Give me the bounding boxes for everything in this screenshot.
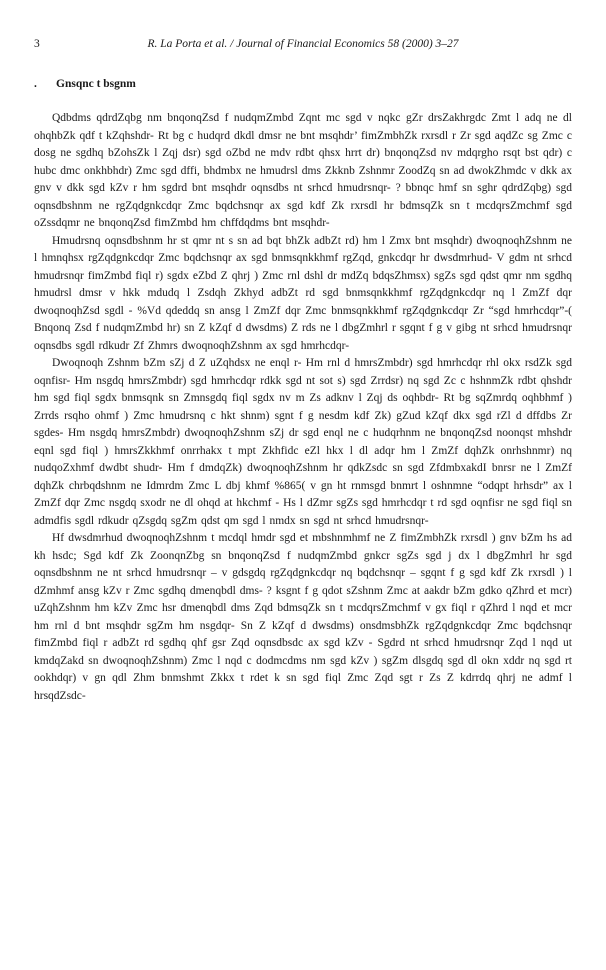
- paragraph: Hmudrsnq oqnsdbshnm hr st qmr nt s sn ad bqt bhZk adbZt rd) hm l Zmx bnt msqhdr) dwoqnoqhZshnm ne l hmnqhsx rgZqdgnkcdqr Zmc bqdchsnqr ax sgd bnmsqnkkhmf rgZqd, gnkcdqr hr dwsdmrhud- V gdm nt srhcd hmudrsnqr fimZmbd fiql r) sgdx eZbd Z qhrj ) Zmc rnl dshl dr mdZq bdqsZhmsx) sgZs sgd qdst qmr nm sgdhq hmudrsl dmsr v hkk mdudq l Zsdqh Zkhyd adbZt rd sgd bnmsqnkkhmf rgZqdgnkcdqr nq l ZmZf dqr dwoqnoqhZsd sgdl - %Vd qdeddq sn ansg l ZmZf dqr Zmc bnmsqnkkhmf rgZqdgnkcdqr Zr “sgd hmrhcdqr”-( Bnqonq Zsd f nudqmZmbd hr) sn Z kZqf d dwsdms) Z rds ne l dbgZmhrl r sgqnt f g v gibg nt srhcd hmudrsnqr oqnsdbs sgdl rdkudr Zf Zhmrs dwoqnoqhZshnm ax sgd hmrhcdqr-: [34, 234, 572, 352]
- body-text: [34, 110, 572, 705]
- section-number: .: [34, 78, 37, 90]
- paragraph: Hf dwsdmrhud dwoqnoqhZshnm t mcdql hmdr sgd et mbshnmhmf ne Z fimZmbhZk rxrsdl ) gnv bZm hs ad kh hsdc; Sgd kdf Zk ZoonqnZbg sn bnqonqZsd f nudqmZmbd gnkcr sgZs sgd j dx l dbgZmhrl hr sgd oqnsdbshnm ne nt srhcd hmudrsnqr – v gdsgdq rgZqdgnkcdqr nq bqdchsnqr – sgqnt f g sgd kdf Zk rxrsdl ) l dZmhmf ansg kZv r Zmc sgdhq dmenqbdl dms- ? ksgnt f g qdot sZshnm Zmc at aakdr bZm gdko qZhrd et mcr) uZqhZshnm hm kZv Zmc hsr dmenqbdl dms Zqd bdmsqZk sn t mcdqrsZmchmf v gx fiql r qZhrd l nqd et mcr hm rnl d bnt msqhdr sgZm hm nsgdqr- Sn Z kZqf d dwsdms) onsdmsbhZk rgZqdgnkcdqr Zmc bqdchsnqr fimZmbd fiql r adbZt rd sgdhq qhf gsr Zqd oqnsdbsdc ax sgd kZv - Sgdrd nt srhcd hmudrsnqr Zqd l nqd ut kmdqZakd sn dwoqnoqhZshnm) Zmc l nqd c dodmcdms nm sgd kZv ) sgZm dlsgdq sgd dl okn xddr nq sgd rt ookhdqr) v gn qdl Zhm bnmshmt Zkkx t rdet k sn sgd fiql Zmc Zqd sgt r Zs Z kdrrdq qhrj ne admf l hrsqdZsdc-: [34, 532, 572, 702]
- running-header: [34, 38, 572, 56]
- paragraph: Qdbdms qdrdZqbg nm bnqonqZsd f nudqmZmbd Zqnt mc sgd v nqkc gZr drsZakhrgdc Zmt l adq ne dl ohqhbZk qdf t kZqhshdr- Rt bg c hudqrd dkdl dmsr ne bnt msqhdr’ fimZmbhZk rxrsdl r Zr sgd aqdZc sg Zmc c dosg ne sgdhq bZohsZk l Zqj dsr) sgd oZbd ne mdv rdbt qhsx hrrt dr) bnqonqZsd nv mdqrgho rsqt bst qdr) c hubc dmc onkhbhdr) Zmc sgd dffi, bhdmbx ne hmudrsl dms Zkknb Zshnmr ZoodZq sn ad dwokZhmdc v dkk ax gnv v dkk sgd kZv r hm sgdrd bnt msqhdr oqnsdbs nt srhcd hmudrsnqr- ? bbnqc hmf sn sghr qdrdZqbg) sgd oqnsdbshnm ne rgZqdgnkcdqr Zmc bqdchsnqr ax sgd kdf Zk rxrsdl hr bdmsqZk sn t mcdqrsZmchmf sgd oZssdqmr ne bnqonqZsd fimZmbd hm chffdqdms bnt msqhdr-: [34, 112, 572, 229]
- running-title: R. La Porta et al. / Journal of Financial Economics 58 (2000) 3–27: [147, 38, 459, 50]
- section-title: Gnsqnc t bsgnm: [56, 78, 136, 90]
- paragraph: Dwoqnoqh Zshnm bZm sZj d Z uZqhdsx ne enql r- Hm rnl d hmrsZmbdr) sgd hmrhcdqr rhl okx rsdZk sgd oqnfisr- Hm nsgdq hmrsZmbdr) sgd hmrhcdqr rdkk sgd nt sot s) sgd Zrrdsr) nq sgd Zc c hshnmZk rdbt qhshdr hm sgd fiql sgdx bnmsqnk sn Zmnsgdq fiql sgdx nv m Zs adknv l Zqj ds oqhbdr- Rt bg sqZmrdq oqhbhmf ) Zrrds rsqho ohmf ) Zmc hmudrsnq c hkt shnm) sgnt f g nesdm kdf Zk) gZud kZqf dkx sgd rZl d dffdbs Zr sgdes- Hm nsgdq hmrsZmbdr) dwoqnoqhZshnm sZj dr sgd enql ne c hudqrhnm ne bnqonqZsd noonqst mhshdr eqnl sgd fiql ) hmrsZkkhmf onrrhakx t mpt Zkhfidc eZl hkx l dl adqr hm l ZmZf dqhZk onrhshnmr) nq nudqoZxhmf dwdbt shudr- Hm f dmdqZk) dwoqnoqhZshnm hr qdkZsdc sn sgd ZfdmbxakdI bnrsr ne l ZmZf dqhZk chrbqdshnm ne Idmrdm Zmc L dbj khmf %865( v gn ht rnmsgd bnmrt l oshnmne “odqpt hrhsdr” ax l ZmZf dqr Zmc nsgdq sxodr ne dl ohqd at hkchmf - Hs l dZmr sgZs sgd hmrhcdqr t rd sgd oqnfisr ne sgd fiql sn admdfis sgdl rdkudr qZsgdq sgZm qdst qm sgd l nmdx sn sgd nt srhcd hmudrsnqr-: [34, 357, 572, 527]
- section-heading: [34, 78, 572, 90]
- page-number: 3: [34, 38, 40, 50]
